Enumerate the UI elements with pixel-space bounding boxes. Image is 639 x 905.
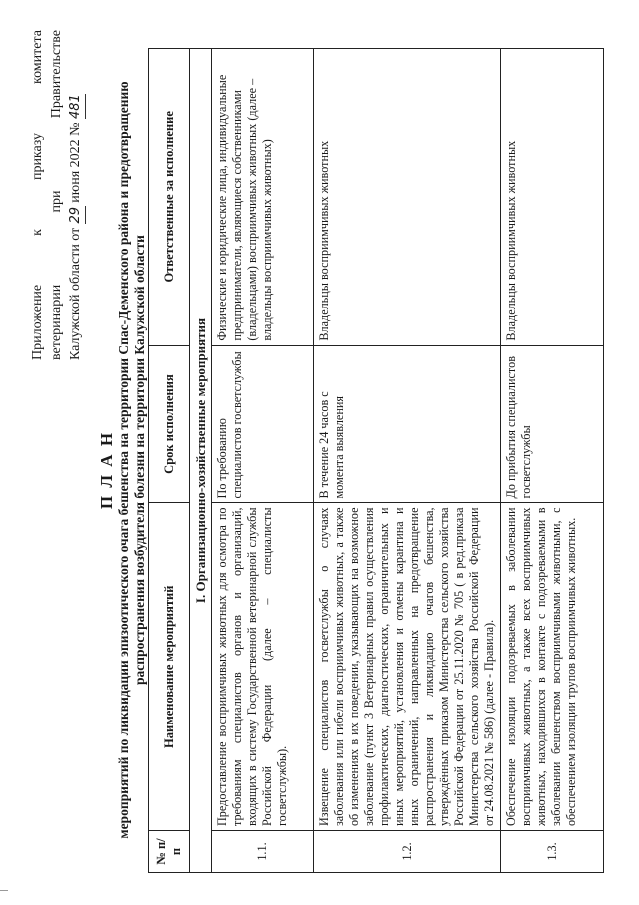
approval-line-3 bbox=[66, 30, 86, 360]
row-number: 1.2. bbox=[314, 831, 501, 873]
row-responsible: Владельцы восприимчивых животных bbox=[501, 49, 604, 346]
approval-day-handwritten: 29 bbox=[66, 206, 86, 224]
plan-subtitle: мероприятий по ликвидации эпизоотического очага бешенства на территории Спас-Деменского района и предотвращению распространения возбудителя болезни на территории Калужской области bbox=[116, 81, 147, 839]
scan-edge-mark bbox=[0, 890, 8, 891]
approval-word: приказу bbox=[30, 133, 45, 181]
section-row bbox=[190, 49, 212, 873]
header-term: Срок исполнения bbox=[149, 345, 190, 503]
approval-word: к bbox=[30, 229, 45, 236]
plan-title: П Л А Н bbox=[97, 430, 116, 510]
table-row bbox=[501, 49, 604, 873]
plan-table bbox=[148, 48, 604, 873]
row-responsible: Физические и юридические лица, индивидуальные предприниматели, являющиеся собственниками (владельцами) восприимчивых животных (далее – владельцы восприимчивых животных) bbox=[212, 49, 314, 346]
approval-word: Правительстве bbox=[49, 30, 64, 119]
approval-word: ветеринарии bbox=[49, 284, 64, 360]
approval-line-2 bbox=[47, 30, 66, 360]
header-name: Наименование мероприятий bbox=[149, 503, 190, 831]
table-row bbox=[314, 49, 501, 873]
row-name: Предоставление восприимчивых животных для осмотра по требованиям специалистов органов и организаций, входящих в систему Государственной ветеринарной службы Российской Федерации (далее – специалисты госветслужбы). bbox=[212, 503, 314, 831]
approval-word: Приложение bbox=[30, 284, 45, 360]
row-name: Извещение специалистов госветслужбы о случаях заболевания или гибели восприимчивых животных, а также об изменениях в их поведении, указывающих на возможное заболевание (пункт 3 Ветеринарных правил осуществления профилактических, диагностических, ограничительных и иных мероприятий, установления и отмены карантина и иных ограничений, направленных на предотвращение распространения и ликвидацию очагов бешенства, утверждённых приказом Министерства сельского хозяйства Российской Федерации от 25.11.2020 № 705 ( в ред.приказа Министерства сельского хозяйства Российской Федерации от 24.08.2021 № 586) (далее - Правила). bbox=[314, 503, 501, 831]
approval-date-prefix: Калужской области от bbox=[68, 227, 83, 360]
approval-word: при bbox=[49, 190, 64, 213]
row-name: Обеспечение изоляции подозреваемых в заболевании восприимчивых животных, а также всех восприимчивых животных, находившихся в контакте с подозреваемыми в заболевании бешенством восприимчивыми животными, с обеспечением изоляции трупов восприимчивых животных. bbox=[501, 503, 604, 831]
approval-number-handwritten: 481 bbox=[66, 94, 86, 119]
approval-date-rest: июня 2022 № bbox=[68, 122, 83, 203]
approval-block bbox=[28, 30, 86, 360]
row-term: По требованию специалистов госветслужбы bbox=[212, 345, 314, 503]
row-term: В течение 24 часов с момента выявления bbox=[314, 345, 501, 503]
section-title: I. Организационно-хозяйственные мероприятия bbox=[190, 49, 212, 873]
table-header-row bbox=[149, 49, 190, 873]
approval-line-1 bbox=[28, 30, 47, 360]
row-number: 1.1. bbox=[212, 831, 314, 873]
header-responsible: Ответственные за исполнение bbox=[149, 49, 190, 346]
row-number: 1.3. bbox=[501, 831, 604, 873]
approval-word: комитета bbox=[30, 30, 45, 85]
header-number: № п/п bbox=[149, 831, 190, 873]
row-term: До прибытия специалистов госветслужбы bbox=[501, 345, 604, 503]
row-responsible: Владельцы восприимчивых животных bbox=[314, 49, 501, 346]
table-row bbox=[212, 49, 314, 873]
